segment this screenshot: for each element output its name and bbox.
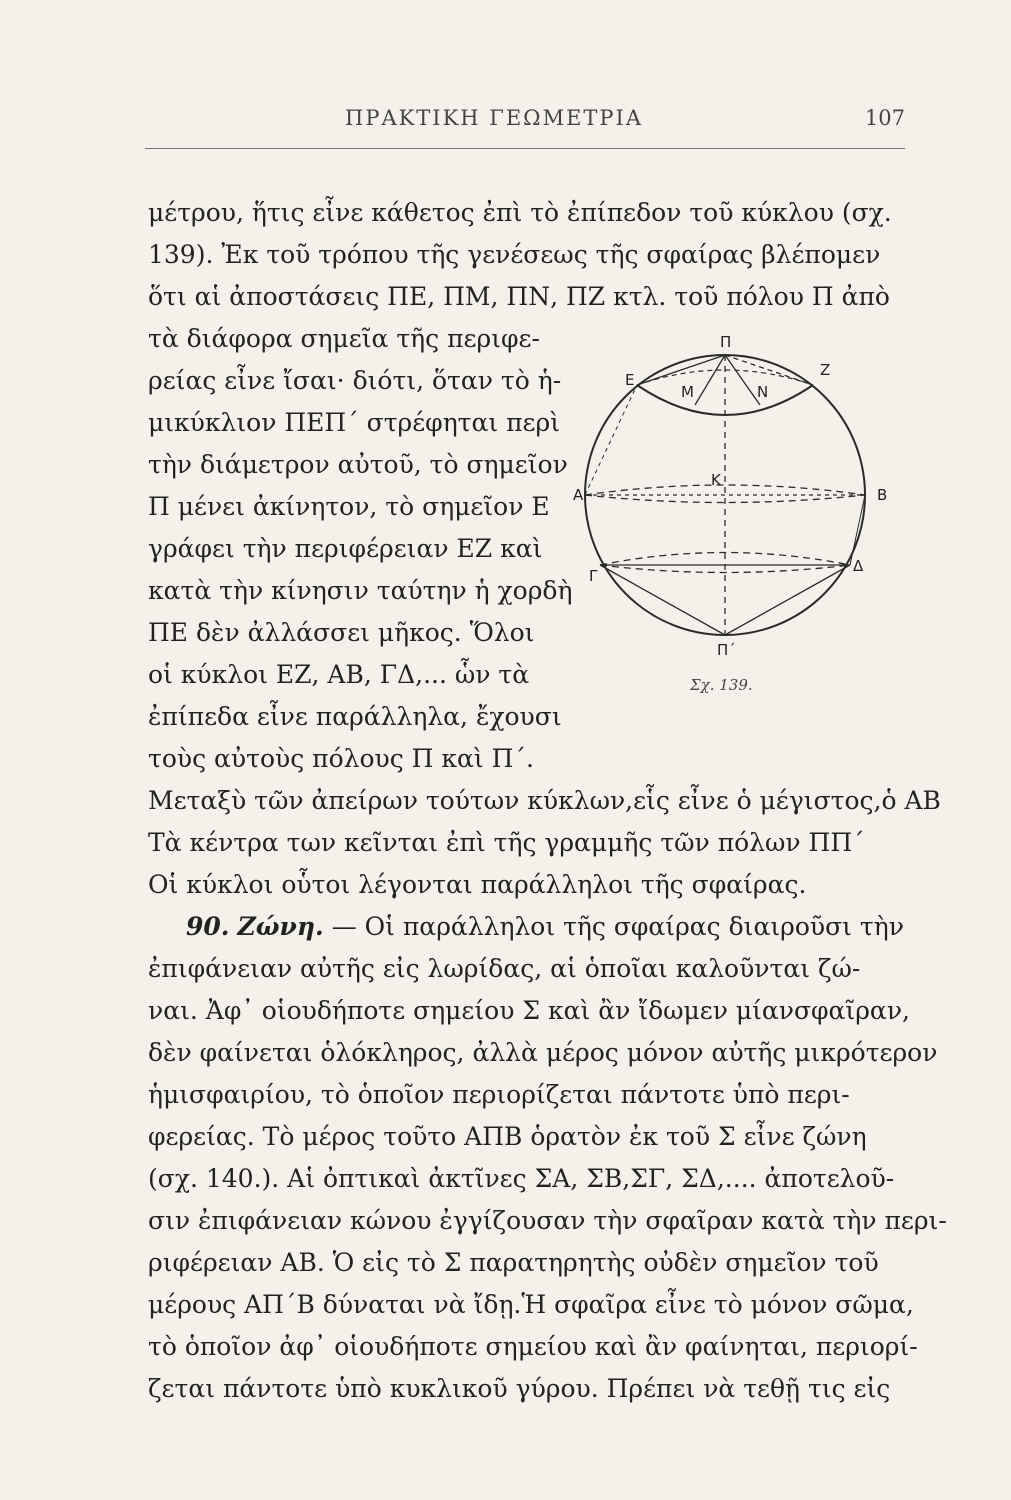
text-line: οἱ κύκλοι ΕΖ, ΑΒ, ΓΔ,... ὧν τὰ (148, 660, 530, 689)
text-line: ρείας εἶνε ἴσαι· διότι, ὅταν τὸ ἡ- (148, 366, 562, 395)
label-n: Ν (757, 383, 769, 401)
chord-pm (695, 355, 725, 405)
text-line: ἐπιφάνειαν αὐτῆς εἰς λωρίδας, αἱ ὁποῖαι καλοῦνται ζώ- (148, 954, 861, 983)
text-line: ἡμισφαιρίου, τὸ ὁποῖον περιορίζεται πάντοτε ὑπὸ περι- (148, 1080, 850, 1109)
text-line: ριφέρειαν ΑΒ. Ὁ εἰς τὸ Σ παρατηρητὴς οὐδὲν σημεῖον τοῦ (148, 1248, 879, 1277)
text-line: ζεται πάντοτε ὑπὸ κυκλικοῦ γύρου. Πρέπει νὰ τεθῇ τις εἰς (148, 1374, 891, 1403)
label-g: Γ (589, 567, 598, 585)
text-line: 139). Ἐκ τοῦ τρόπου τῆς γενέσεως τῆς σφαίρας βλέπομεν (148, 240, 881, 269)
chord-dp2 (725, 565, 850, 635)
text-line: τὰ διάφορα σημεῖα τῆς περιφε- (148, 324, 540, 353)
label-b: Β (877, 486, 888, 504)
text-line: ἐπίπεδα εἶνε παράλληλα, ἔχουσι (148, 702, 562, 731)
text-line: ναι. Ἀφ᾿ οἱουδήποτε σημείου Σ καὶ ἂν ἴδωμεν μίανσφαῖραν, (148, 996, 910, 1025)
figure-caption: Σχ. 139. (690, 676, 753, 694)
text-line: ὅτι αἱ ἀποστάσεις ΠΕ, ΠΜ, ΠΝ, ΠΖ κτλ. τοῦ πόλου Π ἀπὸ (148, 282, 890, 311)
label-d: Δ (853, 557, 864, 575)
header-rule (145, 148, 905, 149)
guide-ae (585, 385, 637, 495)
text-line: σιν ἐπιφάνειαν κώνου ἐγγίζουσαν τὴν σφαῖραν κατὰ τὴν περι- (148, 1206, 947, 1235)
text-line: Τὰ κέντρα των κεῖνται ἐπὶ τῆς γραμμῆς τῶν πόλων ΠΠ΄ (148, 828, 865, 857)
running-head (145, 100, 905, 140)
label-a: Α (573, 486, 584, 504)
text-line: γράφει τὴν περιφέρειαν ΕΖ καὶ (148, 534, 543, 563)
page-number: 107 (864, 106, 905, 130)
guide-bd (850, 495, 865, 565)
text-line: τὸ ὁποῖον ἀφ᾿ οἱουδήποτε σημείου καὶ ἂν φαίνηται, περιορί- (148, 1332, 918, 1361)
label-k: Κ (711, 471, 721, 489)
section-number: 90. (186, 912, 230, 941)
text-line: Μεταξὺ τῶν ἀπείρων τούτων κύκλων,εἷς εἶνε ὁ μέγιστος,ὁ ΑΒ (148, 786, 941, 815)
section-heading-line (186, 907, 906, 947)
text-line: Π μένει ἀκίνητον, τὸ σημεῖον Ε (148, 492, 550, 521)
text-line: μέρους ΑΠ΄Β δύναται νὰ ἴδῃ.Ἡ σφαῖρα εἶνε τὸ μόνον σῶμα, (148, 1290, 914, 1319)
label-m: Μ (681, 383, 694, 401)
text-line: μικύκλιον ΠΕΠ΄ στρέφηται περὶ (148, 408, 561, 437)
text-line: ΠΕ δὲν ἀλλάσσει μῆκος. Ὅλοι (148, 618, 535, 647)
text-line: φερείας. Τὸ μέρος τοῦτο ΑΠΒ ὁρατὸν ἐκ τοῦ Σ εἶνε ζώνη (148, 1122, 867, 1151)
chord-pn (725, 355, 760, 405)
running-title: ΠΡΑΚΤΙΚΗ ΓΕΩΜΕΤΡΙΑ (345, 106, 644, 130)
label-e: Ε (625, 371, 635, 389)
text-line: δὲν φαίνεται ὁλόκληρος, ἀλλὰ μέρος μόνον αὐτῆς μικρότερον (148, 1038, 938, 1067)
text-line: μέτρου, ἥτις εἶνε κάθετος ἐπὶ τὸ ἐπίπεδον τοῦ κύκλου (σχ. (148, 198, 892, 227)
section-title: Ζώνη. (237, 912, 324, 941)
label-z: Ζ (820, 361, 831, 379)
label-p: Π (720, 333, 732, 351)
text-line: (σχ. 140.). Αἱ ὀπτικαὶ ἀκτῖνες ΣΑ, ΣΒ,ΣΓ, ΣΔ,.... ἀποτελοῦ- (148, 1164, 895, 1193)
sphere-figure (575, 325, 905, 720)
section-lead: — Οἱ παράλληλοι τῆς σφαίρας διαιροῦσι τὴν (331, 912, 904, 941)
chord-gp2 (600, 565, 725, 635)
text-line: τοὺς αὐτοὺς πόλους Π καὶ Π΄. (148, 744, 534, 773)
text-line: τὴν διάμετρον αὐτοῦ, τὸ σημεῖον (148, 450, 568, 479)
label-p-prime: Π΄ (717, 641, 736, 659)
text-line: κατὰ τὴν κίνησιν ταύτην ἡ χορδὴ (148, 576, 573, 605)
text-line: Οἱ κύκλοι οὗτοι λέγονται παράλληλοι τῆς σφαίρας. (148, 870, 807, 899)
